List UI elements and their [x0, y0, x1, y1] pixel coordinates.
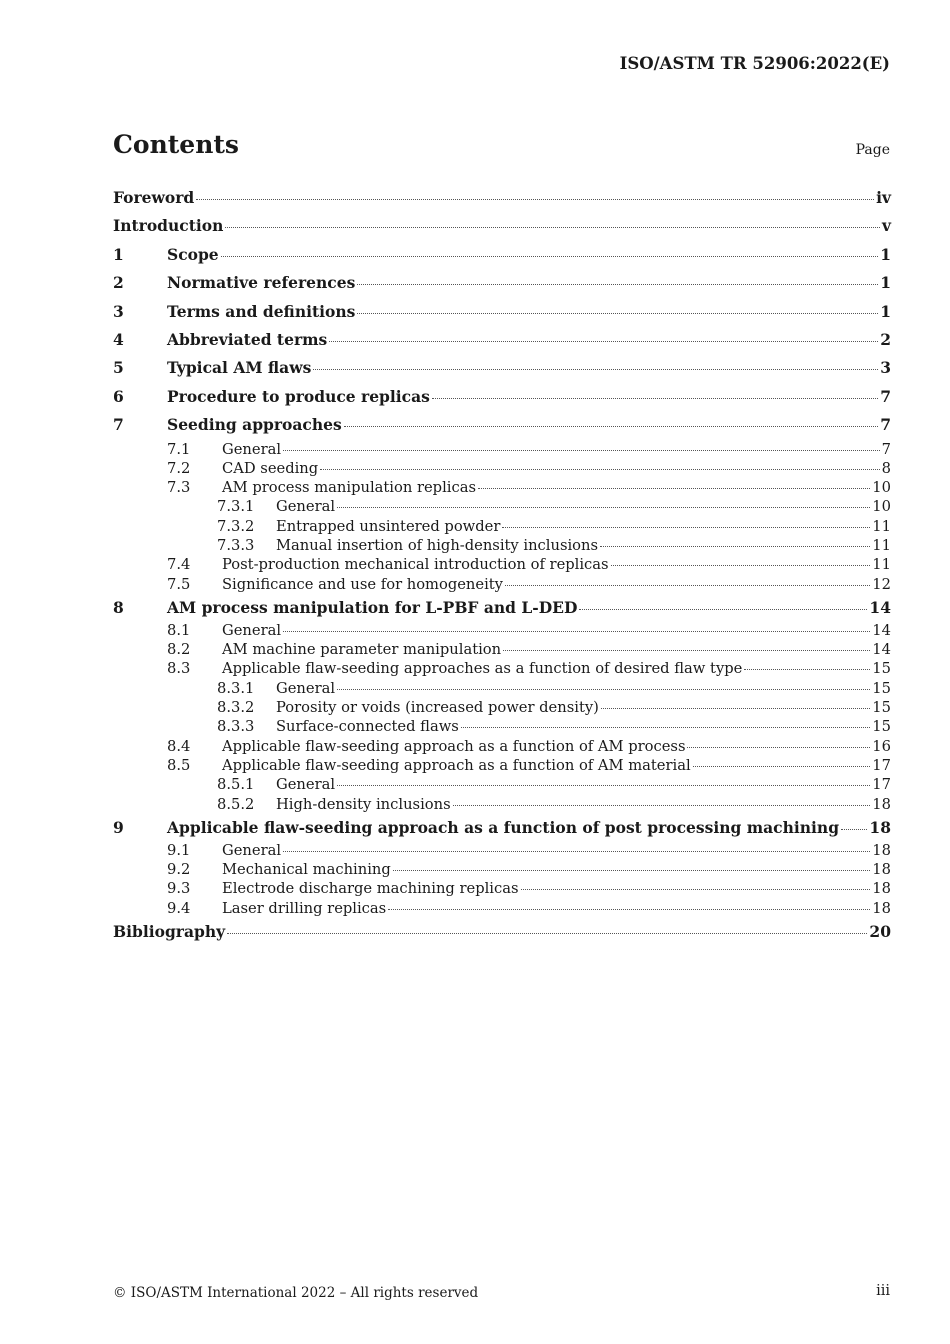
toc-entry-label: Procedure to produce replicas [167, 386, 430, 406]
toc-entry-page: iv [876, 188, 891, 207]
toc-dot-leader [344, 426, 878, 427]
toc-entry[interactable] [113, 679, 891, 698]
toc-entry[interactable] [113, 555, 891, 574]
toc-dot-leader [600, 546, 870, 547]
toc-entry-label: AM process manipulation replicas [222, 479, 476, 497]
toc-entry-number: 9.3 [167, 880, 191, 898]
toc-entry-page: 15 [872, 660, 891, 678]
toc-entry[interactable] [113, 717, 891, 736]
toc-entry-number: 3 [113, 301, 124, 321]
toc-entry[interactable] [113, 575, 891, 594]
toc-entry-number: 4 [113, 329, 124, 349]
page-title: Contents [113, 130, 240, 159]
toc-dot-leader [693, 766, 871, 767]
toc-entry[interactable] [113, 517, 891, 536]
toc-dot-leader [320, 469, 879, 470]
toc-entry-label: AM process manipulation for L-PBF and L-DED [167, 597, 578, 617]
toc-entry-label: Electrode discharge machining replicas [222, 880, 519, 898]
toc-entry-label: Manual insertion of high-density inclusions [276, 537, 599, 554]
toc-entry-number: 7 [113, 415, 124, 435]
toc-dot-leader [225, 227, 880, 228]
toc-entry[interactable] [113, 756, 891, 775]
toc-entry-page: 14 [872, 621, 891, 639]
toc-entry-label: Normative references [167, 273, 356, 293]
toc-entry-label: Terms and definitions [167, 301, 356, 321]
toc-entry-page: 15 [872, 679, 891, 697]
toc-entry[interactable] [113, 621, 891, 640]
toc-entry-label: Surface-connected flaws [276, 718, 459, 736]
toc-entry-page: 11 [872, 537, 891, 554]
table-of-contents [113, 184, 891, 946]
toc-entry-page: 16 [872, 737, 891, 755]
toc-entry-number: 8.4 [167, 737, 191, 755]
toc-entry-label: General [222, 440, 282, 458]
toc-entry[interactable] [113, 298, 891, 326]
toc-dot-leader [221, 256, 879, 257]
toc-entry-label: Seeding approaches [167, 415, 342, 435]
toc-entry-label: Post-production mechanical introduction of replicas [222, 556, 609, 574]
toc-entry-number: 7.3.2 [217, 517, 255, 535]
toc-entry-page: 1 [880, 301, 891, 321]
toc-entry-page: 15 [872, 718, 891, 736]
toc-entry[interactable] [113, 879, 891, 898]
toc-entry[interactable] [113, 814, 891, 841]
toc-dot-leader [357, 284, 878, 285]
toc-entry-number: 9 [113, 817, 124, 837]
toc-entry[interactable] [113, 795, 891, 814]
toc-dot-leader [196, 199, 874, 200]
toc-entry-page: 12 [872, 575, 891, 593]
toc-entry-page: 7 [881, 440, 891, 458]
toc-dot-leader [432, 398, 878, 399]
toc-entry-page: 10 [872, 498, 891, 516]
toc-dot-leader [337, 507, 870, 508]
toc-dot-leader [579, 609, 867, 610]
toc-entry[interactable] [113, 536, 891, 555]
toc-entry-number: 2 [113, 273, 124, 293]
toc-entry[interactable] [113, 269, 891, 297]
toc-entry-page: 18 [872, 841, 891, 859]
toc-entry[interactable] [113, 775, 891, 794]
toc-entry-number: 7.3.3 [217, 537, 255, 554]
toc-dot-leader [313, 369, 878, 370]
toc-entry[interactable] [113, 497, 891, 516]
toc-entry[interactable] [113, 411, 891, 439]
toc-entry-page: 11 [872, 517, 891, 535]
toc-dot-leader [505, 585, 870, 586]
toc-entry[interactable] [113, 659, 891, 678]
toc-entry-number: 1 [113, 244, 124, 264]
toc-entry[interactable] [113, 326, 891, 354]
toc-entry-number: 9.1 [167, 841, 191, 859]
toc-entry-label: CAD seeding [222, 459, 319, 477]
toc-entry[interactable] [113, 640, 891, 659]
toc-entry-label: Applicable flaw-seeding approach as a function of AM material [222, 756, 691, 774]
toc-entry-label: Foreword [113, 188, 195, 207]
toc-dot-leader [283, 450, 880, 451]
toc-dot-leader [453, 805, 871, 806]
toc-dot-leader [388, 909, 870, 910]
toc-entry-number: 6 [113, 386, 124, 406]
toc-dot-leader [283, 851, 870, 852]
toc-entry-page: 17 [872, 776, 891, 794]
toc-entry-label: Scope [167, 244, 219, 264]
toc-dot-leader [744, 669, 870, 670]
toc-entry-number: 8.2 [167, 641, 191, 659]
toc-entry-number: 7.2 [167, 459, 191, 477]
toc-dot-leader [502, 527, 870, 528]
toc-entry-page: 14 [869, 597, 891, 617]
toc-entry-label: Applicable flaw-seeding approaches as a function of desired flaw type [222, 660, 743, 678]
toc-entry-label: Porosity or voids (increased power density) [276, 699, 599, 717]
toc-dot-leader [227, 933, 867, 934]
toc-entry-page: 18 [872, 861, 891, 879]
page-column-label: Page [855, 142, 890, 158]
toc-dot-leader [337, 785, 870, 786]
toc-dot-leader [687, 747, 870, 748]
toc-entry-label: General [276, 776, 336, 794]
toc-entry[interactable] [113, 860, 891, 879]
toc-dot-leader [521, 889, 871, 890]
toc-entry-number: 8.5.2 [217, 795, 255, 813]
toc-entry-label: Mechanical machining [222, 861, 391, 879]
toc-dot-leader [601, 708, 870, 709]
copyright-notice: © ISO/ASTM International 2022 – All rights reserved [113, 1285, 479, 1301]
toc-entry[interactable] [113, 594, 891, 621]
toc-entry-number: 7.5 [167, 575, 191, 593]
toc-entry-label: Abbreviated terms [167, 329, 328, 349]
toc-entry-label: High-density inclusions [276, 795, 451, 813]
toc-dot-leader [461, 727, 870, 728]
toc-dot-leader [841, 829, 867, 830]
toc-entry[interactable] [113, 459, 891, 478]
toc-entry-number: 8.3.3 [217, 718, 255, 736]
toc-entry-number: 8 [113, 597, 124, 617]
toc-entry[interactable] [113, 440, 891, 459]
toc-entry-number: 7.4 [167, 556, 191, 574]
toc-entry-page: 14 [872, 641, 891, 659]
toc-entry[interactable] [113, 354, 891, 382]
toc-entry-number: 7.3.1 [217, 498, 255, 516]
toc-entry-label: General [222, 621, 282, 639]
toc-entry[interactable] [113, 841, 891, 860]
toc-entry[interactable] [113, 698, 891, 717]
toc-dot-leader [337, 689, 870, 690]
toc-entry-page: 20 [869, 922, 891, 942]
toc-dot-leader [503, 650, 870, 651]
toc-dot-leader [329, 341, 878, 342]
toc-entry-label: Laser drilling replicas [222, 899, 387, 917]
toc-entry-label: General [276, 679, 336, 697]
toc-entry[interactable] [113, 918, 891, 946]
toc-entry-label: Entrapped unsintered powder [276, 517, 501, 535]
toc-entry-page: 1 [880, 244, 891, 264]
toc-entry-label: General [222, 841, 282, 859]
toc-entry-page: 18 [869, 817, 891, 837]
toc-entry-page: 7 [880, 415, 891, 435]
toc-entry[interactable] [113, 184, 891, 212]
toc-entry-number: 8.5 [167, 756, 191, 774]
toc-entry[interactable] [113, 899, 891, 918]
toc-dot-leader [478, 488, 870, 489]
toc-entry-label: Applicable flaw-seeding approach as a function of AM process [222, 737, 686, 755]
toc-entry-page: v [881, 216, 891, 236]
toc-entry-number: 8.3 [167, 660, 191, 678]
toc-entry[interactable] [113, 212, 891, 240]
toc-entry-number: 9.4 [167, 899, 191, 917]
toc-entry-page: 15 [872, 699, 891, 717]
toc-entry-page: 18 [872, 880, 891, 898]
toc-entry-number: 7.1 [167, 440, 191, 458]
toc-entry-page: 1 [880, 273, 891, 293]
toc-entry-number: 9.2 [167, 861, 191, 879]
toc-entry-label: Typical AM flaws [167, 358, 312, 378]
toc-entry[interactable] [113, 241, 891, 269]
toc-entry-page: 8 [881, 459, 891, 477]
toc-entry-page: 10 [872, 479, 891, 497]
toc-entry[interactable] [113, 737, 891, 756]
toc-dot-leader [283, 631, 870, 632]
toc-entry-page: 18 [872, 899, 891, 917]
toc-dot-leader [357, 313, 878, 314]
toc-entry-label: AM machine parameter manipulation [222, 641, 502, 659]
toc-entry-number: 5 [113, 358, 124, 378]
toc-entry-label: Bibliography [113, 922, 226, 942]
toc-entry[interactable] [113, 478, 891, 497]
toc-entry-page: 17 [872, 756, 891, 774]
toc-dot-leader [393, 870, 871, 871]
toc-entry-number: 8.5.1 [217, 776, 255, 794]
page-number: iii [876, 1283, 890, 1299]
toc-entry-number: 8.1 [167, 621, 191, 639]
toc-entry-label: Significance and use for homogeneity [222, 575, 503, 593]
toc-entry-page: 18 [872, 795, 891, 813]
toc-entry[interactable] [113, 383, 891, 411]
toc-entry-label: Applicable flaw-seeding approach as a function of post processing machining [167, 817, 840, 837]
document-id: ISO/ASTM TR 52906:2022(E) [619, 54, 890, 73]
toc-dot-leader [611, 565, 871, 566]
toc-entry-label: General [276, 498, 336, 516]
toc-entry-number: 7.3 [167, 479, 191, 497]
toc-entry-number: 8.3.1 [217, 679, 255, 697]
toc-entry-label: Introduction [113, 216, 224, 236]
toc-entry-page: 11 [872, 556, 891, 574]
toc-entry-page: 2 [880, 329, 891, 349]
toc-entry-number: 8.3.2 [217, 699, 255, 717]
toc-entry-page: 7 [880, 386, 891, 406]
toc-entry-page: 3 [880, 358, 891, 378]
